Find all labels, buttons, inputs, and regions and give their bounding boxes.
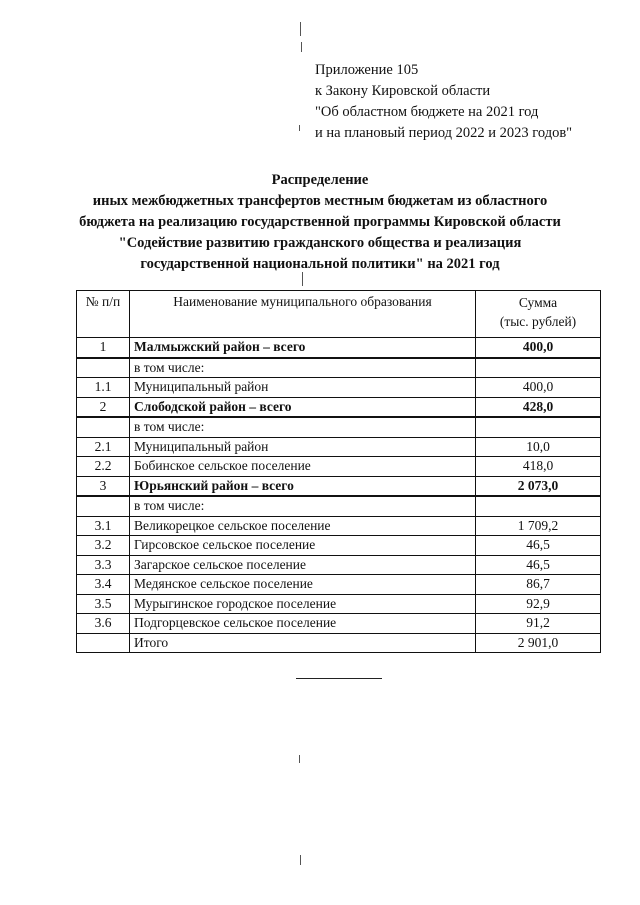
appendix-header xyxy=(315,60,572,144)
document-title xyxy=(60,170,580,275)
row-number xyxy=(77,633,130,653)
row-sum: 91,2 xyxy=(476,614,601,634)
row-name: Загарское сельское поселение xyxy=(130,555,476,575)
header-sum-line2: (тыс. рублей) xyxy=(499,314,577,329)
row-name: в том числе: xyxy=(130,358,476,378)
scan-artifact xyxy=(301,42,302,52)
row-sum: 46,5 xyxy=(476,536,601,556)
budget-table xyxy=(76,290,601,653)
row-sum: 1 709,2 xyxy=(476,516,601,536)
row-sum: 92,9 xyxy=(476,594,601,614)
scan-artifact xyxy=(300,855,301,865)
row-name: Муниципальный район xyxy=(130,378,476,398)
row-sum: 400,0 xyxy=(476,338,601,358)
row-sum xyxy=(476,417,601,437)
title-line: иных межбюджетных трансфертов местным бюджетам из областного xyxy=(92,193,548,209)
table-row xyxy=(77,614,601,634)
title-line: государственной национальной политики" на 2021 год xyxy=(140,256,500,272)
table-row xyxy=(77,594,601,614)
row-name: в том числе: xyxy=(130,496,476,516)
row-sum: 418,0 xyxy=(476,457,601,477)
table-row xyxy=(77,496,601,516)
header-sum-line1: Сумма xyxy=(518,295,558,310)
table-row xyxy=(77,378,601,398)
table-row xyxy=(77,516,601,536)
row-number: 3.4 xyxy=(77,575,130,595)
row-number: 3 xyxy=(77,476,130,496)
title-line: бюджета на реализацию государственной программы Кировской области xyxy=(79,214,561,230)
table-header-row xyxy=(77,291,601,338)
row-sum: 428,0 xyxy=(476,397,601,417)
table-row xyxy=(77,536,601,556)
row-number xyxy=(77,358,130,378)
table-row xyxy=(77,476,601,496)
row-name: Мурыгинское городское поселение xyxy=(130,594,476,614)
row-number: 3.5 xyxy=(77,594,130,614)
table-row xyxy=(77,338,601,358)
row-name: Великорецкое сельское поселение xyxy=(130,516,476,536)
row-sum xyxy=(476,496,601,516)
row-name: Муниципальный район xyxy=(130,437,476,457)
row-number: 3.1 xyxy=(77,516,130,536)
row-name: в том числе: xyxy=(130,417,476,437)
row-name: Малмыжский район – всего xyxy=(130,338,476,358)
row-sum: 10,0 xyxy=(476,437,601,457)
row-number xyxy=(77,496,130,516)
title-line: "Содействие развитию гражданского общества и реализация xyxy=(118,235,522,251)
row-name: Медянское сельское поселение xyxy=(130,575,476,595)
scan-artifact xyxy=(299,125,300,131)
table-row xyxy=(77,358,601,378)
end-divider xyxy=(296,678,382,679)
row-number: 1 xyxy=(77,338,130,358)
table-row xyxy=(77,575,601,595)
title-line: Распределение xyxy=(271,172,369,188)
appendix-line: и на плановый период 2022 и 2023 годов" xyxy=(315,125,573,141)
row-number xyxy=(77,417,130,437)
row-sum: 86,7 xyxy=(476,575,601,595)
row-number: 2.1 xyxy=(77,437,130,457)
row-sum: 2 073,0 xyxy=(476,476,601,496)
header-number: № п/п xyxy=(77,291,130,338)
row-name: Подгорцевское сельское поселение xyxy=(130,614,476,634)
table-row xyxy=(77,555,601,575)
row-number: 3.6 xyxy=(77,614,130,634)
row-name: Гирсовское сельское поселение xyxy=(130,536,476,556)
table-row xyxy=(77,633,601,653)
row-sum: 400,0 xyxy=(476,378,601,398)
table-row xyxy=(77,397,601,417)
row-number: 3.3 xyxy=(77,555,130,575)
table-body xyxy=(77,338,601,653)
row-name: Слободской район – всего xyxy=(130,397,476,417)
scan-artifact xyxy=(300,22,301,36)
row-sum: 2 901,0 xyxy=(476,633,601,653)
appendix-line: Приложение 105 xyxy=(315,62,419,78)
scan-artifact xyxy=(299,755,300,763)
table-row xyxy=(77,457,601,477)
row-sum: 46,5 xyxy=(476,555,601,575)
header-name: Наименование муниципального образования xyxy=(130,291,476,338)
row-number: 1.1 xyxy=(77,378,130,398)
row-number: 2.2 xyxy=(77,457,130,477)
table-row xyxy=(77,417,601,437)
row-name: Юрьянский район – всего xyxy=(130,476,476,496)
row-name: Бобинское сельское поселение xyxy=(130,457,476,477)
row-number: 2 xyxy=(77,397,130,417)
row-name: Итого xyxy=(130,633,476,653)
row-number: 3.2 xyxy=(77,536,130,556)
table-row xyxy=(77,437,601,457)
appendix-line: к Закону Кировской области xyxy=(315,83,491,99)
row-sum xyxy=(476,358,601,378)
header-sum xyxy=(476,291,601,338)
appendix-line: "Об областном бюджете на 2021 год xyxy=(315,104,539,120)
